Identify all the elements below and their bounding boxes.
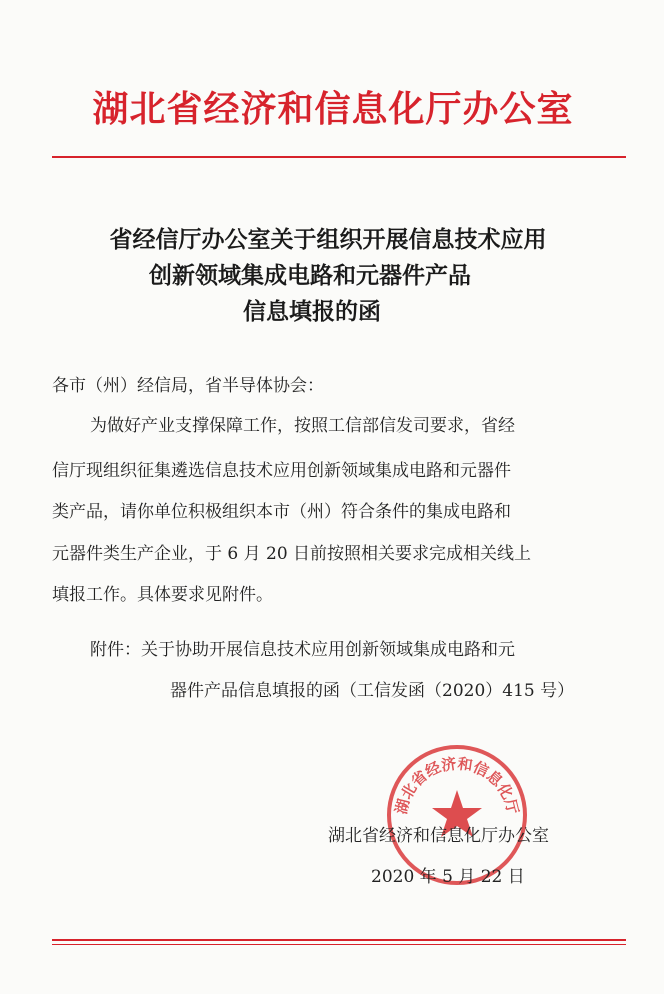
body-paragraph-line: 信厅现组织征集遴选信息技术应用创新领域集成电路和元器件 — [52, 461, 511, 481]
seal-text: 湖北省经济和信息化厅 — [392, 754, 522, 816]
document-title-line-1: 省经信厅办公室关于组织开展信息技术应用 — [109, 227, 547, 253]
masthead-title: 湖北省经济和信息化厅办公室 — [92, 89, 574, 130]
body-paragraph-line: 类产品，请你单位积极组织本市（州）符合条件的集成电路和 — [52, 502, 511, 522]
attachment-line: 器件产品信息填报的函（工信发函（2020）415 号） — [170, 681, 575, 701]
masthead-divider — [52, 156, 626, 158]
signature-date: 2020 年 5 月 22 日 — [371, 867, 525, 887]
footer-divider-thin — [52, 944, 626, 945]
body-paragraph-line: 为做好产业支撑保障工作，按照工信部信发司要求，省经 — [90, 416, 515, 436]
salutation: 各市（州）经信局，省半导体协会： — [52, 376, 324, 396]
body-paragraph-line: 元器件类生产企业，于 6 月 20 日前按照相关要求完成相关线上 — [52, 544, 532, 564]
document-title-line-3: 信息填报的函 — [243, 299, 381, 325]
signature-organization: 湖北省经济和信息化厅办公室 — [328, 826, 549, 846]
footer-divider — [52, 939, 626, 941]
body-paragraph-line: 填报工作。具体要求见附件。 — [52, 585, 273, 605]
document-title-line-2: 创新领域集成电路和元器件产品 — [149, 263, 471, 289]
attachment-line: 附件：关于协助开展信息技术应用创新领域集成电路和元 — [90, 640, 515, 660]
